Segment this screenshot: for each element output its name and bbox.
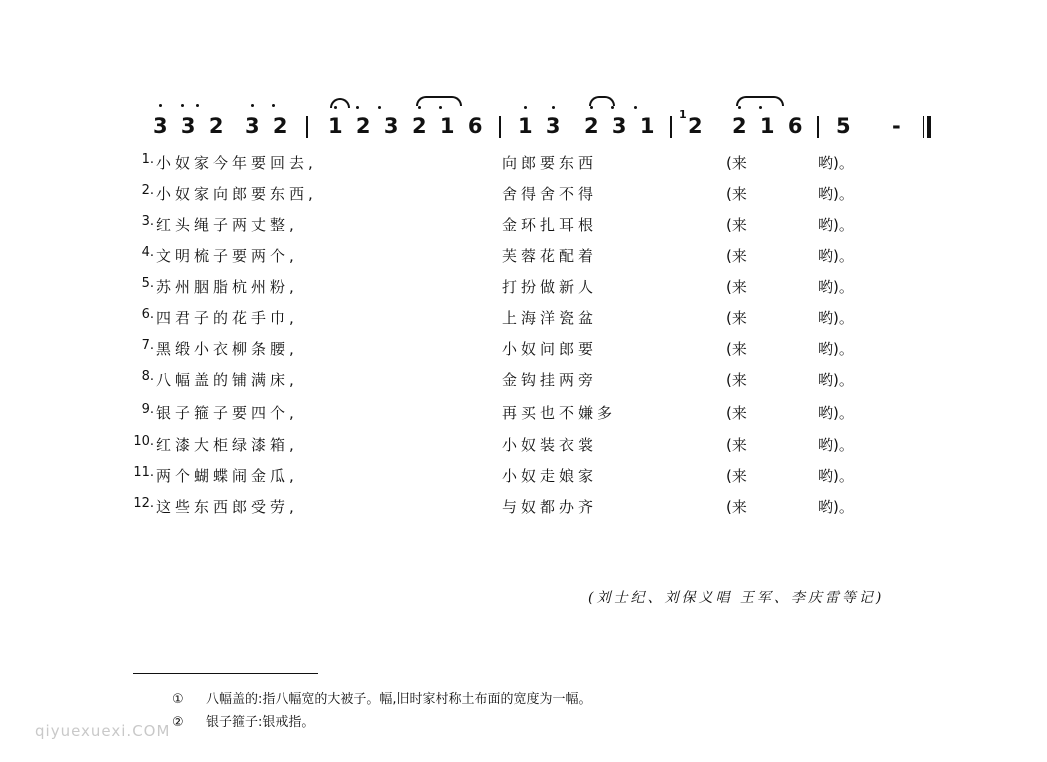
lyric-line-a: 两个蝴蝶闹金瓜, xyxy=(156,467,298,485)
lyric-line-b: 小奴装衣裳 xyxy=(502,436,598,454)
lyric-line-b: 舍得舍不得 xyxy=(502,185,598,203)
high-dot xyxy=(524,106,527,109)
measure-3-beat-b: 2 3 1 xyxy=(584,114,658,138)
lyric-filler-lai: (来 xyxy=(726,436,747,454)
lyric-line-b: 小奴问郎要 xyxy=(502,340,598,358)
lyric-line-b: 上海洋瓷盆 xyxy=(502,309,598,327)
measure-1-beat-a: 3 3 2 xyxy=(153,114,227,138)
verse-number: 11. xyxy=(133,465,154,480)
lyric-filler-yo: 哟)。 xyxy=(818,371,854,389)
lyric-line-b: 向郎要东西 xyxy=(502,154,598,172)
verse-number: 10. xyxy=(133,434,154,449)
lyric-filler-yo: 哟)。 xyxy=(818,278,854,296)
lyric-line-a: 小奴家今年要回去, xyxy=(156,154,317,172)
measure-4-beat-a: 2 xyxy=(688,114,706,138)
lyric-filler-yo: 哟)。 xyxy=(818,340,854,358)
lyric-row xyxy=(130,183,890,207)
footnote-1 xyxy=(172,688,592,707)
high-dot xyxy=(334,106,337,109)
lyric-filler-lai: (来 xyxy=(726,371,747,389)
verse-number: 12. xyxy=(133,496,154,511)
verse-number: 1. xyxy=(141,152,154,167)
bar-line xyxy=(499,116,501,138)
lyric-filler-yo: 哟)。 xyxy=(818,467,854,485)
lyric-row xyxy=(130,152,890,176)
lyric-line-b: 小奴走娘家 xyxy=(502,467,598,485)
lyric-filler-lai: (来 xyxy=(726,154,747,172)
lyric-filler-lai: (来 xyxy=(726,247,747,265)
footnote-divider xyxy=(133,673,318,674)
verse-number: 9. xyxy=(141,402,154,417)
lyric-row xyxy=(130,465,890,489)
lyric-filler-yo: 哟)。 xyxy=(818,247,854,265)
high-dot xyxy=(378,106,381,109)
lyric-row xyxy=(130,338,890,362)
lyric-row xyxy=(130,214,890,238)
lyric-filler-yo: 哟)。 xyxy=(818,309,854,327)
grace-note: 1 xyxy=(679,108,687,121)
high-dot xyxy=(251,104,254,107)
verse-number: 6. xyxy=(141,307,154,322)
lyric-filler-yo: 哟)。 xyxy=(818,498,854,516)
measure-4-beat-b: 2 1 6 xyxy=(732,114,806,138)
footnote-2 xyxy=(172,711,314,730)
lyric-filler-yo: 哟)。 xyxy=(818,185,854,203)
high-dot xyxy=(181,104,184,107)
high-dot xyxy=(356,106,359,109)
bar-line xyxy=(670,116,672,138)
lyric-line-b: 金环扎耳根 xyxy=(502,216,598,234)
high-dot xyxy=(272,104,275,107)
slur-arc xyxy=(330,98,350,108)
lyric-filler-yo: 哟)。 xyxy=(818,154,854,172)
slur-arc xyxy=(736,96,784,106)
lyric-line-b: 打扮做新人 xyxy=(502,278,598,296)
bar-line xyxy=(306,116,308,138)
lyric-row xyxy=(130,496,890,520)
lyric-filler-lai: (来 xyxy=(726,309,747,327)
lyric-filler-lai: (来 xyxy=(726,278,747,296)
lyric-row xyxy=(130,307,890,331)
footnote-text: 银子箍子:银戒指。 xyxy=(206,715,315,730)
site-watermark: qiyuexuexi.COM xyxy=(35,722,171,740)
measure-5-note: 5 xyxy=(836,114,854,138)
lyric-line-a: 银子箍子要四个, xyxy=(156,404,298,422)
lyric-row xyxy=(130,276,890,300)
slur-arc xyxy=(589,96,615,106)
lyric-filler-lai: (来 xyxy=(726,340,747,358)
lyric-filler-lai: (来 xyxy=(726,185,747,203)
verse-number: 2. xyxy=(141,183,154,198)
lyric-line-b: 芙蓉花配着 xyxy=(502,247,598,265)
lyric-line-a: 四君子的花手巾, xyxy=(156,309,298,327)
measure-2-beat-b: 2 1 6 xyxy=(412,114,486,138)
bar-line xyxy=(817,116,819,138)
footnote-text: 八幅盖的:指八幅宽的大被子。幅,旧时家村称土布面的宽度为一幅。 xyxy=(206,692,592,707)
high-dot xyxy=(738,106,741,109)
lyric-row xyxy=(130,402,890,426)
final-bar-thin xyxy=(923,116,924,138)
lyric-line-a: 苏州胭脂杭州粉, xyxy=(156,278,298,296)
verse-number: 4. xyxy=(141,245,154,260)
measure-1-beat-b: 3 2 xyxy=(245,114,291,138)
high-dot xyxy=(611,106,614,109)
footnote-mark: ① xyxy=(172,692,184,707)
verse-number: 8. xyxy=(141,369,154,384)
lyric-row xyxy=(130,434,890,458)
lyric-line-a: 红漆大柜绿漆箱, xyxy=(156,436,298,454)
high-dot xyxy=(418,106,421,109)
lyric-filler-yo: 哟)。 xyxy=(818,216,854,234)
measure-3-beat-a: 1 3 xyxy=(518,114,564,138)
lyric-line-b: 金钩挂两旁 xyxy=(502,371,598,389)
lyric-filler-lai: (来 xyxy=(726,498,747,516)
lyric-filler-yo: 哟)。 xyxy=(818,404,854,422)
notation-line xyxy=(148,96,938,146)
high-dot xyxy=(590,106,593,109)
final-bar-thick xyxy=(927,116,931,138)
verse-number: 7. xyxy=(141,338,154,353)
lyric-filler-yo: 哟)。 xyxy=(818,436,854,454)
high-dot xyxy=(439,106,442,109)
lyric-row xyxy=(130,245,890,269)
high-dot xyxy=(759,106,762,109)
lyric-filler-lai: (来 xyxy=(726,216,747,234)
footnote-mark: ② xyxy=(172,715,184,730)
measure-2-beat-a: 1 2 3 xyxy=(328,114,402,138)
verse-number: 3. xyxy=(141,214,154,229)
lyric-line-a: 八幅盖的铺满床, xyxy=(156,371,298,389)
verse-number: 5. xyxy=(141,276,154,291)
measure-5-dash: - xyxy=(892,114,904,138)
high-dot xyxy=(634,106,637,109)
lyric-line-a: 小奴家向郎要东西, xyxy=(156,185,317,203)
lyric-filler-lai: (来 xyxy=(726,404,747,422)
high-dot xyxy=(552,106,555,109)
lyric-line-a: 文明梳子要两个, xyxy=(156,247,298,265)
lyric-filler-lai: (来 xyxy=(726,467,747,485)
lyric-line-a: 红头绳子两丈整, xyxy=(156,216,298,234)
lyric-row xyxy=(130,369,890,393)
high-dot xyxy=(196,104,199,107)
slur-arc xyxy=(416,96,462,106)
lyric-line-a: 这些东西郎受劳, xyxy=(156,498,298,516)
high-dot xyxy=(159,104,162,107)
lyric-line-a: 黑缎小衣柳条腰, xyxy=(156,340,298,358)
lyric-line-b: 与奴都办齐 xyxy=(502,498,598,516)
lyric-line-b: 再买也不嫌多 xyxy=(502,404,617,422)
singer-credit: (刘士纪、刘保义唱 王军、李庆雷等记) xyxy=(588,590,885,606)
